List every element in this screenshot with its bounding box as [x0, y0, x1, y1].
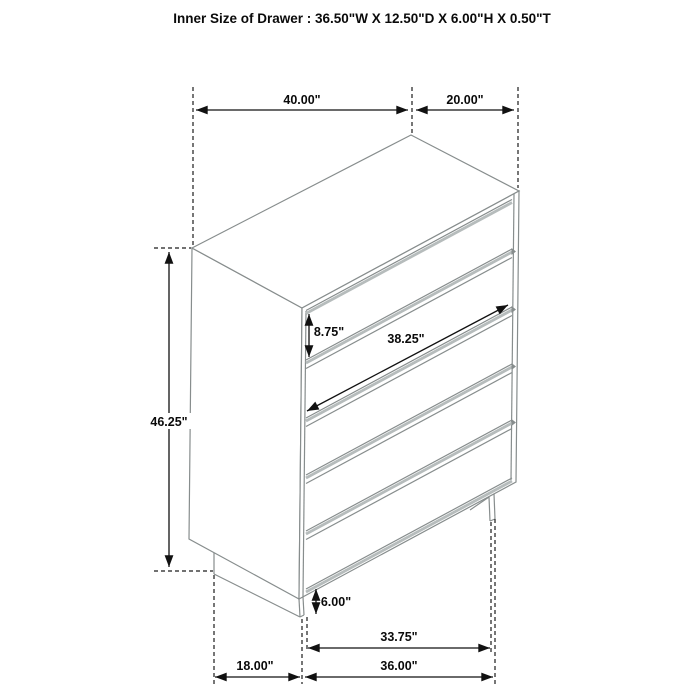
- dimension-overall-height: [147, 252, 191, 567]
- dimension-label: 6.00": [320, 595, 352, 609]
- dimension-top-depth: [416, 93, 514, 110]
- dimension-leg-height: [316, 589, 351, 614]
- dimension-label: 46.25": [150, 415, 188, 429]
- dimension-label: 38.25": [387, 332, 425, 346]
- dimension-label: 8.75": [313, 325, 345, 339]
- dimension-base-width: [305, 659, 493, 677]
- cabinet-drawing: [189, 135, 519, 617]
- cabinet-side-panel: [189, 248, 302, 599]
- dimension-base-depth: [215, 659, 300, 677]
- diagram-title: Inner Size of Drawer : 36.50"W X 12.50"D X 6.00"H X 0.50"T: [173, 11, 551, 26]
- dimension-top-width: [196, 93, 408, 110]
- dimension-base-inner-width: [308, 630, 490, 648]
- dimension-label: 40.00": [283, 93, 321, 107]
- front-left-leg: [299, 597, 304, 617]
- dimension-label: 18.00": [236, 659, 274, 673]
- dimension-label: 20.00": [446, 93, 484, 107]
- dimension-label: 33.75": [380, 630, 418, 644]
- dimension-label: 36.00": [380, 659, 418, 673]
